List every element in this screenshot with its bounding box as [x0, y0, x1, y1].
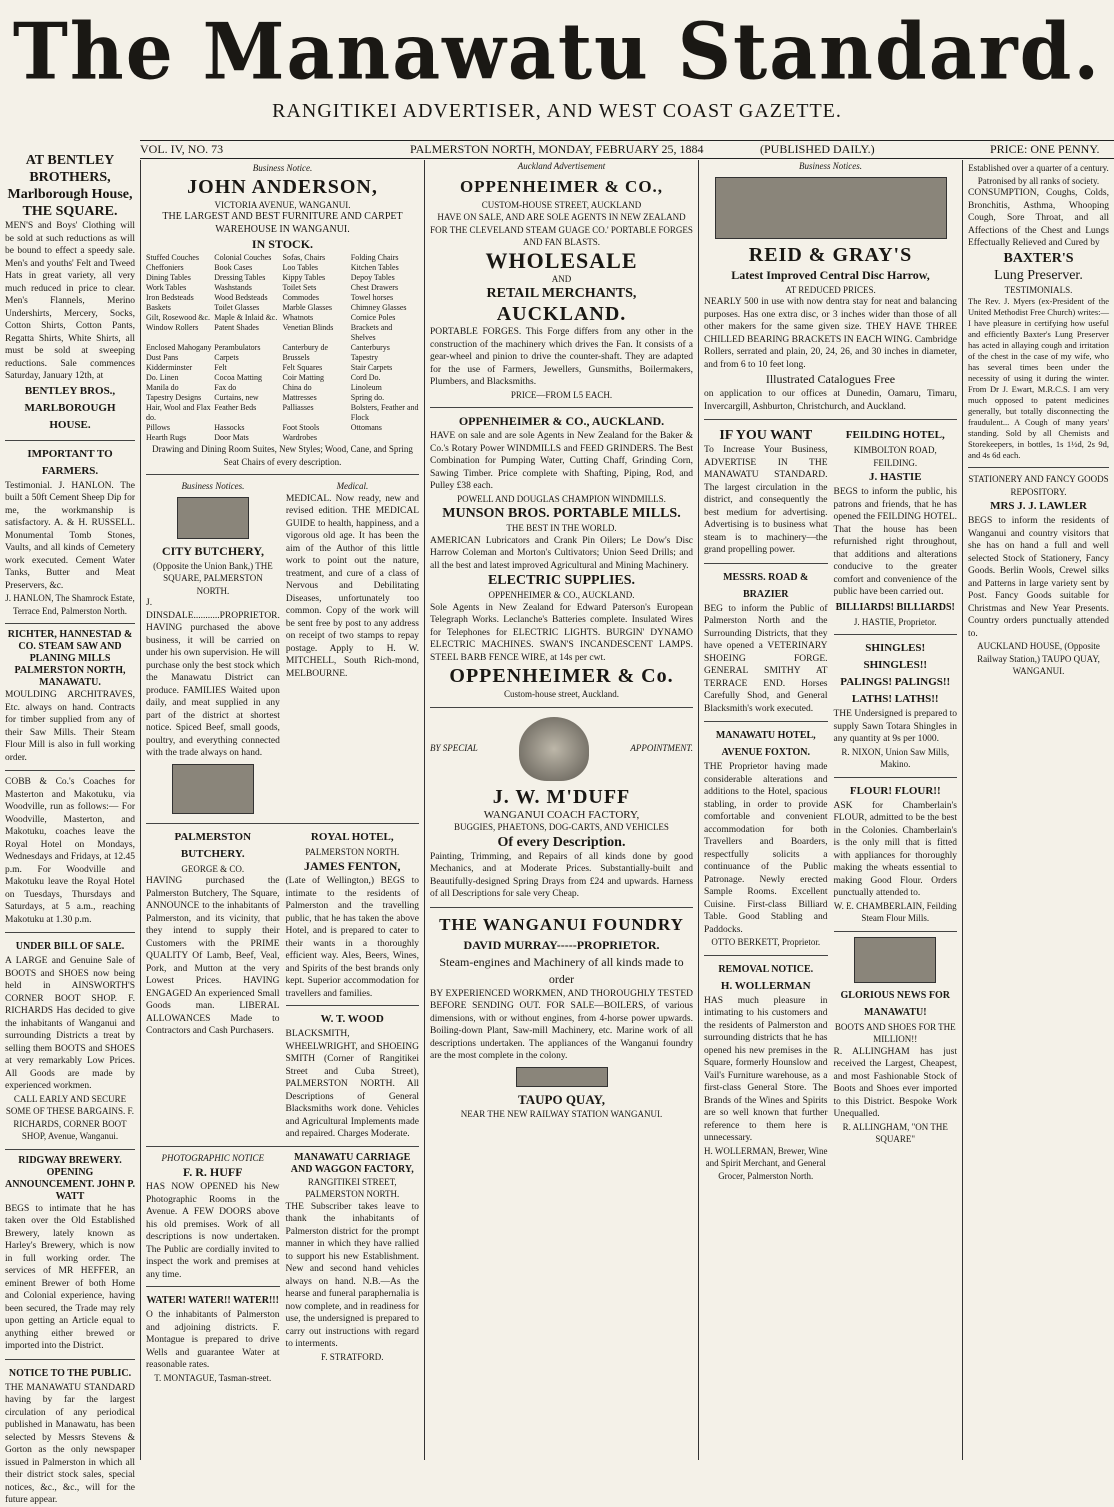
stock-item: Pillows [146, 423, 171, 432]
proprietor-name: MRS J. J. LAWLER [990, 500, 1087, 512]
testimonials-heading: TESTIMONIALS. [1004, 284, 1073, 295]
description-line: Of every Description. [497, 834, 626, 850]
stock-item: Kippy Tables [282, 273, 326, 282]
stock-item: Do. Linen [146, 373, 179, 382]
stock-item: Commodes [282, 293, 319, 302]
newspaper-subtitle: RANGITIKEI ADVERTISER, AND WEST COAST GAZETTE. [272, 100, 842, 122]
ad-body: A LARGE and Genuine Sale of BOOTS and SHOES now being held in AINSWORTH'S CORNER BOOT SHOP. F. RICHARDS Has decided to give the inhabitants of Wanganui and surrounding Districts a treat by selling them BOOTS and SHOES at very remarkably Low Prices. All Goods are made by experienced workmen. [5, 956, 135, 1091]
ad-heading: RICHTER, HANNESTAD & CO. STEAM SAW AND PLANING MILLS PALMERSTON NORTH, MANAWATU. [7, 629, 133, 688]
ad-baxters-lung-preserver [968, 162, 1109, 461]
ad-heading: GLORIOUS NEWS FOR MANAWATU! [840, 989, 950, 1018]
ad-footer: Drawing and Dining Room Suites, New Styles; Wood, Cane, and Spring Seat Chairs of every description. [152, 444, 413, 467]
ad-if-you-want [704, 427, 828, 557]
volume-number: VOL. IV, NO. 73 [140, 142, 224, 156]
ad-footer: on application to our offices at Dunedin, Oamaru, Timaru, Invercargill, Ashburton, Christchurch, and Auckland. [704, 389, 957, 412]
ad-body: Painting, Trimming, and Repairs of all kinds done by good Mechanics, and at Moderate Prices. Substantially-built and Beautifully-designed Spring Drays from £24 and upwards. Harness of all Descriptions for sale very Cheap. [430, 851, 693, 899]
ad-heading: SHINGLES! SHINGLES!! [863, 642, 928, 671]
stock-item: Cocoa Matting [214, 373, 263, 382]
stock-item: Work Tables [146, 283, 187, 292]
ad-subheading: THE BEST IN THE WORLD. [506, 523, 617, 533]
stock-item: Kidderminster [146, 363, 193, 372]
stock-item: Feather Beds [214, 403, 257, 412]
ad-body: (Late of Wellington,) BEGS to intimate to the residents of Palmerston and the travelling public, that he has taken the above Hotel, and is prepared to cater to their wants in a thoroughly efficient way. Ales, Beers, Wines, and Spirits of the best brands only kept. Superior accommodation for travellers and families. [285, 876, 419, 999]
ad-signature: BENTLEY BROS., MARLBOROUGH HOUSE. [24, 384, 116, 431]
ad-signature: J. HANLON, The Shamrock Estate, Terrace End, Palmerston North. [5, 593, 135, 616]
stock-item: Towel horses [350, 293, 394, 302]
ad-hanlon [5, 446, 135, 618]
ad-ridgway-brewery [5, 1155, 135, 1353]
section-label: Business Notices. [799, 161, 862, 171]
ad-body: R. ALLINGHAM has just received the Largest, Cheapest, and most Fashionable Stock of Boots and Shoes ever imported to this District. Bespoke Work Unequalled. [833, 1046, 957, 1119]
stock-item: Book Cases [214, 263, 253, 272]
ad-heading: OPPENHEIMER & CO., [459, 176, 664, 196]
ad-body: MEN'S and Boys' Clothing will be sold at such reductions as will be bound to effect a speedy sale. Men's and youths' Felt and Tweed Hats in great variety, all very much reduced in price to clear. Men's Flannels, Merino Undershirts, Mercery, Socks, Cotton Shirts, Cotton Pants, Regatta Shirts, White Shirts, all must be sold at sweeping reductions. Sale commences Saturday, January 12th, at [5, 221, 135, 381]
ad-heading: MANAWATU HOTEL, AVENUE FOXTON. [715, 730, 816, 758]
ad-body: HAS NOW OPENED his New Photographic Rooms in the Avenue. A FEW DOORS above his old premises. Work of all descriptions is now undertaken. The Public are cordially invited to inspect the work and premises at any time. [146, 1182, 280, 1280]
billiards-heading: BILLIARDS! BILLIARDS! [835, 601, 955, 613]
stock-item: Chimney Glasses [350, 303, 407, 312]
ad-body: Testimonial. J. HANLON. The built a 50ft Cement Sheep Dip for me, the workmanship is satisfactory. A. & H. RUSSELL. Monumental Tomb Stones, Vaults, and all kinds of Cemetery work executed. Cement Water Tanks, Butter and Meat Preservers, &c. [5, 480, 135, 591]
ad-subheading: BOOTS AND SHOES FOR THE MILLION!! [834, 1021, 956, 1044]
harrow-illustration [715, 177, 947, 239]
ad-heading: F. R. HUFF [182, 1165, 243, 1179]
stock-item: Canterbury de [282, 343, 329, 352]
stock-item: Perambulators [214, 343, 261, 352]
ad-body: HAS much pleasure in intimating to his customers and the residents of Palmerston and surrounding districts that he has opened his new premises in the Square, formerly Hounslow and Vail's Furniture warehouse, as a first-class General Store. The Brands of the Wines and Spirits are so well known that further reference to them here is unnecessary. [704, 995, 828, 1143]
ad-palmerston-butchery [146, 829, 280, 1141]
stock-item: Stuffed Couches [146, 253, 199, 262]
ad-subheading: GEORGE & CO. [181, 863, 245, 874]
stock-item: Bolsters, Feather and Flock [350, 403, 419, 422]
ad-oppenheimer-windmills [430, 413, 693, 701]
stock-item: Enclosed Mahogany [146, 343, 212, 352]
boot-illustration [854, 937, 936, 983]
stock-item: Brussels [282, 353, 310, 362]
ad-subheading: CUSTOM-HOUSE STREET, AUCKLAND [481, 199, 642, 210]
stock-item: Chest Drawers [350, 283, 399, 292]
ad-subheading: WANGANUI COACH FACTORY, [483, 808, 640, 821]
ad-heading: REID & GRAY'S [748, 243, 913, 266]
stock-item: Stair Carpets [350, 363, 393, 372]
stock-item: Felt Squares [282, 363, 323, 372]
ad-body: BEGS to inform the residents of Wanganui and country visitors that she has on hand a full and well selected Stock of Stationery, Fancy Goods. Berlin Wools, Crewel silks and Patterns in large variety sent by Post. Fancy Goods suitable for Christmas and New Year Presents. Country orders punctually attended to. [968, 516, 1109, 639]
stock-item: Door Mats [214, 433, 249, 442]
ad-heading: UNDER BILL OF SALE. [15, 941, 125, 952]
section-label: PHOTOGRAPHIC NOTICE [161, 1152, 265, 1163]
ad-tagline: THE LARGEST AND BEST FURNITURE AND CARPET WAREHOUSE IN WANGANUI. [162, 211, 403, 235]
section-label: Business Notice. [252, 163, 313, 173]
ad-city-butchery [146, 480, 280, 818]
ad-heading: NOTICE TO THE PUBLIC. [8, 1367, 132, 1379]
ad-price: PRICE—FROM L5 EACH. [510, 389, 613, 400]
stock-item: Kitchen Tables [350, 263, 399, 272]
stock-item: Curtains, new [214, 393, 259, 402]
ad-notice-public [5, 1365, 135, 1507]
ad-body: BEGS to intimate that he has taken over the Old Established Brewery, lately known as Harley's Brewery, which is now in full working order. The services of MR HEFFER, an eminent Brewer of both Home and Colonial experience, having been secured, the Trade may rely upon getting an Article equal to anything either brewed or imported into the District. [5, 1203, 135, 1351]
stock-item: Sofas, Chairs [282, 253, 326, 262]
ad-medical [286, 480, 419, 818]
column-1 [0, 150, 140, 1505]
stock-item: Hearth Rugs [146, 433, 187, 442]
ad-signature: OPPENHEIMER & Co. [449, 665, 674, 687]
ad-body: Sole Agents in New Zealand for Edward Paterson's European Telegraph Works. Leclanche's Batteries complete. Insulated Wires for Telephones for ELECTRIC LIGHTS. BURGIN' DYNAMO ELECTRIC MACHINES. SWAN'S INCANDESCENT LAMPS. STEEL BARB FENCE WIRE, at 14s per cwt. [430, 602, 693, 663]
ad-intro: HAVE ON SALE, AND ARE SOLE AGENTS IN NEW ZEALAND FOR THE CLEVELAND STEAM GUAGE CO.' PORTABLE FORGES AND FAN BLASTS. [430, 212, 693, 247]
ad-signature-address: NEAR THE NEW RAILWAY STATION WANGANUI. [460, 1108, 663, 1119]
ad-john-anderson [146, 162, 419, 468]
ad-heading: AT BENTLEY BROTHERS, Marlborough House, THE SQUARE. [7, 153, 133, 219]
ad-body: AMERICAN Lubricators and Crank Pin Oilers; Le Dow's Disc Harrow Coleman and Morton's Cultivators; Union Seed Drills; and all the best and latest improved Agricultural and Mining Machinery. [430, 535, 693, 571]
wholesale-heading: WHOLESALE [485, 247, 638, 273]
ad-body: CONSUMPTION, Coughs, Colds, Bronchitis, Asthma, Whooping Cough, Sore Throat, and all Affections of the Chest and Lungs Effectually Relieved and Cured by [968, 188, 1109, 248]
stock-item: Folding Chairs [350, 253, 399, 262]
ad-signature: OTTO BERKETT, Proprietor. [711, 937, 821, 947]
column-3 [425, 160, 698, 1460]
stock-item: Coir Matting [282, 373, 325, 382]
ad-signature: AUCKLAND HOUSE, (Opposite Railway Station,) TAUPO QUAY, WANGANUI. [977, 641, 1100, 676]
stock-item: Venetian Blinds [282, 323, 334, 332]
ad-heading: FLOUR! FLOUR!! [849, 784, 941, 797]
masthead [0, 0, 1114, 150]
stock-item: Carpets [214, 353, 239, 362]
ad-body: NEARLY 500 in use with now dentra stay for neat and balancing purposes. Has one extra disc, or 3 inches wider than those of all other makers for the same given size. THEY HAVE THREE CHILLED BEARING BRACKETS IN EACH WING. Cambridge Rollers, serrated and plain, 20, 24, 26, and 30 inches in diameter, and from 6 to 10 feet long. [704, 297, 957, 370]
ad-body: BY EXPERIENCED WORKMEN, AND THOROUGHLY TESTED BEFORE SENDING OUT. FOR SALE—BOILERS, of various dimensions, with or without engines, from 4-horse power upwards. Boiling-down Plant, Saw-mill Machinery, etc. Marine work of all descriptions undertaken. The appliances of the Wanganui foundry are the most complete in the colony. [430, 988, 693, 1061]
ad-cobb-coaches [5, 776, 135, 926]
stock-item: Gilt, Rosewood &c. [146, 313, 210, 322]
ad-mduff [430, 713, 693, 901]
stock-item: Whatnots [282, 313, 314, 322]
stock-item: China do [282, 383, 312, 392]
catalogue-heading: Illustrated Catalogues Free [765, 372, 896, 386]
column-5 [963, 160, 1114, 1460]
stock-item: Loo Tables [282, 263, 319, 272]
ad-signature: J. HASTIE, Proprietor. [853, 616, 937, 627]
and-word: AND [551, 273, 572, 284]
stock-item: Wood Bedsteads [214, 293, 268, 302]
ad-heading: IMPORTANT TO FARMERS. [27, 447, 113, 477]
right-subcolumn [834, 425, 958, 1188]
ad-subheading: KIMBOLTON ROAD, FEILDING. [853, 445, 937, 468]
ad-body: BLACKSMITH, WHEELWRIGHT, and SHOEING SMITH (Corner of Rangitikei Street and Cuba Street), PALMERSTON NORTH. All Descriptions of General Blacksmiths work done. Vehicles and Agricultural Implements made and repaired. Charges Moderate. [285, 1029, 419, 1139]
column-4 [699, 160, 962, 1460]
ad-heading: RIDGWAY BREWERY. OPENING ANNOUNCEMENT. JOHN P. WATT [5, 1154, 136, 1202]
stock-item: Hassocks [214, 423, 245, 432]
ad-body: BEG to inform the Public of Palmerston North and the Surrounding Districts, that they have opened a VETERINARY SHOEING FORGE. GENERAL SMITHY AT TERRACE END. Horses Carefully Shod, and General Blacksmith's work executed. [704, 603, 828, 714]
ad-signature: W. E. CHAMBERLAIN, Feilding Steam Flour Mills. [833, 900, 957, 923]
cow-illustration [177, 497, 249, 539]
stock-item: Iron Bedsteads [146, 293, 194, 302]
ad-signature: R. ALLINGHAM, "ON THE SQUARE" [842, 1121, 948, 1144]
ad-body: MOULDING ARCHITRAVES, Etc. always on hand. Contracts for timber supplied from any of their Saw Mills. Their Steam Flour Mill is also in full working order. [5, 690, 135, 763]
ad-signature: R. NIXON, Union Saw Mills, Makino. [841, 746, 950, 769]
ad-body: ASK for Chamberlain's FLOUR, admitted to be the best in the Colonies. Chamberlain's is the only mill that is fitted with appliances for thoroughly making the wheats essential to making Good Flour. Orders punctually attended to. [833, 800, 957, 898]
stock-item: Manila do [146, 383, 179, 392]
ad-subheading: PALMERSTON NORTH. [305, 846, 400, 857]
ad-body: To Increase Your Business, ADVERTISE IN THE MANAWATU STANDARD. The largest circulation in the district, and consequently the best medium for advertising. Advertising is to business what steam is to machinery—the grand propelling power. [704, 445, 828, 555]
ad-removal-notice [704, 961, 828, 1183]
stock-item: Patent Shades [214, 323, 259, 332]
ad-heading: PALMERSTON BUTCHERY. [174, 830, 252, 860]
newspaper-title: The Manawatu Standard. [12, 6, 1102, 98]
stock-item: Window Rollers [146, 323, 199, 332]
ad-stationery [968, 473, 1109, 678]
stock-item: Tapestry Designs [146, 393, 202, 402]
stock-item: Tapestry [350, 353, 379, 362]
ad-subheading: Lung Preserver. [994, 267, 1083, 283]
ad-body: THE MANAWATU STANDARD having by far the largest circulation of any periodical published in Manawatu, has been selected by Messrs Stevens & Gorton as the only newspaper issued in Palmerston in which all their district stock sales, special notices, &c., &c., will for the future appear. [5, 1382, 135, 1505]
bull-illustration [172, 764, 254, 814]
ad-heading: W. T. WOOD [320, 1013, 384, 1025]
ad-subheading: OPPENHEIMER & CO., AUCKLAND. [488, 590, 635, 600]
ad-flour [834, 783, 958, 925]
royal-crest-icon [519, 717, 589, 781]
ad-subheading: (Opposite the Union Bank,) THE SQUARE, PALMERSTON NORTH. [153, 560, 273, 596]
ad-shingles [834, 640, 958, 771]
ad-heading: MESSRS. ROAD & BRAZIER [723, 571, 809, 600]
ad-heading: WATER! WATER!! WATER!!! [146, 1295, 279, 1306]
stock-item: Cord Do. [350, 373, 381, 382]
stock-heading: IN STOCK. [251, 237, 314, 251]
proprietor-name: H. WOLLERMAN [720, 979, 811, 992]
publication-frequency: (PUBLISHED DAILY.) [760, 142, 875, 156]
ad-body: MEDICAL. Now ready, new and revised edition. THE MEDICAL GUIDE to health, happiness, and a vigorous old age. It has been the aim of the Author of this little work to point out the nature, treatment, and cure of a class of Nervous and Debilitating Diseases, unfortunately too common. Copy of the work will be sent free by post to any address on receipt of two stamps to repay postage. Apply to H. W. MITCHELL, South Rich-mond, MELBOURNE. [285, 493, 419, 679]
stock-list [146, 253, 419, 443]
ad-bentley-brothers [5, 152, 135, 434]
ad-huff-photographic [146, 1152, 280, 1385]
ad-oppenheimer [430, 175, 693, 402]
auckland-heading: AUCKLAND. [496, 303, 627, 325]
ad-carriage-factory [286, 1152, 420, 1385]
stock-item: Baskets [146, 303, 171, 312]
price: PRICE: ONE PENNY. [990, 142, 1100, 156]
ad-wanganui-foundry [430, 913, 693, 1121]
ad-signature-address: Custom-house street, Auckland. [504, 689, 619, 699]
ad-body: THE Undersigned is prepared to supply Sawn Totara Shingles in any quantity at 9s per 1000. [833, 709, 957, 744]
stock-item: Toilet Sets [282, 283, 317, 292]
masthead-rule-bottom [140, 158, 1114, 159]
stock-item: Linoleum [350, 383, 382, 392]
ad-reid-gray [704, 177, 957, 414]
retail-heading: RETAIL MERCHANTS, [486, 286, 637, 301]
ad-body: THE Subscriber takes leave to thank the inhabitants of Palmerston district for the prompt manner in which they have rallied to support his new Establishment. New and second hand vehicles always on hand. N.B.—As the hearse and funeral paraphernalia is now complete, and in readiness for use, the undersigned is prepared to carry out instructions with regard to interments. [285, 1201, 419, 1349]
ad-heading: ROYAL HOTEL, [310, 830, 394, 843]
stock-item: Depoy Tables [350, 273, 395, 282]
ad-royal-hotel [286, 829, 420, 1141]
ad-signature: F. STRATFORD. [320, 1351, 384, 1362]
stock-item: Felt [214, 363, 227, 372]
stock-item: Cheffoniers [146, 263, 184, 272]
ad-body: O the inhabitants of Palmerston and adjoining districts. F. Montague is prepared to drive Wells and guarantee Water at reasonable rates. [146, 1310, 280, 1370]
stock-item: Palliasses [282, 403, 314, 412]
steamship-illustration [516, 1067, 608, 1087]
stock-item: Marble Glasses [282, 303, 333, 312]
left-subcolumn [704, 425, 828, 1188]
stock-item: Washstands [214, 283, 252, 292]
stock-item: Brackets and Shelves [350, 323, 393, 342]
stock-item: Colonial Couches [214, 253, 272, 262]
ad-richards-boots [5, 938, 135, 1143]
ad-body: HAVING purchased the Palmerston Butchery, The Square, ANNOUNCE to the inhabitants of Palmerston, and its vicinity, that they intend to supply their Customers with the PRIME QUALITY Of Lamb, Beef, Veal, Pork, and Mutton at the very Lowest Prices. HAVING ENGAGED An experienced Small Goods man. LIBERAL ALLOWANCES Made to Contractors and Cash Purchasers. [146, 876, 280, 1036]
section-label: Business Notices. [181, 481, 245, 491]
masthead-rule-top [140, 140, 1114, 141]
ad-body: J. DINSDALE...........PROPRIETOR. HAVING purchased the above business, it will be carried on under his own supervision. He will purchase only the best stock which the Manawatu District can produce. FAMILIES Waited upon daily, and meat supplied in any part of the district at shortest notice. Spiced Beef, small goods, poultry, and everything connected with the trade always on hand. [146, 598, 280, 758]
ad-intro: Established over a quarter of a century. Patronised by all ranks of society. [968, 163, 1109, 186]
ad-subheading: Latest Improved Central Disc Harrow, [731, 267, 930, 282]
ad-body: PORTABLE FORGES. This Forge differs from any other in the construction of the machinery which drives the Fan. It consists of a gear-wheel and pinion to drive the counter-shaft. They are adapted for the use of Farmers, Jewellers, Gunsmiths, Boilermakers, Plumbers, and Blacksmiths. [430, 327, 693, 387]
ad-feilding-hotel [834, 427, 958, 628]
stock-item: Hair, Wool and Flax do. [146, 403, 211, 422]
tagline: Steam-engines and Machinery of all kinds made to order [439, 954, 684, 986]
stock-item: Spring do. [350, 393, 385, 402]
electric-heading: ELECTRIC SUPPLIES. [487, 573, 636, 588]
ad-subheading: PALINGS! PALINGS!! [840, 676, 951, 688]
ad-heading: J. W. M'DUFF [492, 785, 631, 808]
ad-heading: BAXTER'S [1003, 250, 1074, 266]
laths-heading: LATHS! LATHS!! [851, 693, 939, 705]
stock-item: Canterburys [350, 343, 390, 352]
ad-body: HAVE on sale and are sole Agents in New Zealand for the Baker & Co.'s Rotary Power WINDMILLS and FEED GRINDERS. The Best Combination for Pumping Water, Cutting Chaff, Grinding Corn, Sawing Timber. Price complete with Shafting, Piping, Rod, and Pulley £38 each. [430, 431, 693, 491]
ad-signature: T. MONTAGUE, Tasman-street. [154, 1372, 272, 1383]
ad-heading: MANAWATU CARRIAGE AND WAGGON FACTORY, [290, 1151, 414, 1175]
stock-item: Cornice Poles [350, 313, 396, 322]
stock-item: Dining Tables [146, 273, 191, 282]
ad-heading: IF YOU WANT [719, 428, 813, 443]
appointment-label: APPOINTMENT. [630, 743, 693, 754]
section-label: Medical. [336, 481, 369, 491]
ad-heading: FEILDING HOTEL, [845, 429, 945, 441]
stock-item: Dressing Tables [214, 273, 266, 282]
column-2 [141, 160, 424, 1460]
ad-subheading: POWELL AND DOUGLAS CHAMPION WINDMILLS. [457, 493, 666, 504]
ad-heading: OPPENHEIMER & CO., AUCKLAND. [458, 414, 665, 428]
ad-subheading: VICTORIA AVENUE, WANGANUI. [214, 199, 351, 210]
ad-tagline: AT REDUCED PRICES. [785, 284, 876, 295]
ad-signature: CALL EARLY AND SECURE SOME OF THESE BARGAINS. F. RICHARDS, CORNER BOOT SHOP, Avenue, Wanganui. [5, 1093, 135, 1141]
stock-item: Foot Stools [282, 423, 320, 432]
ad-body: THE Proprietor having made considerable alterations and additions to the Hotel, spacious stabling, in order to provide comfortable and convenient accommodation for both Travellers and Boarders, respectfully solicits a continuance of the Public Patronage. Newly erected Sample Rooms. Excellent Cuisine. First-class Billiard Table. Good Stabling and Paddocks. [704, 762, 828, 935]
munson-heading: MUNSON BROS. PORTABLE MILLS. [442, 506, 681, 521]
stock-item: Fax do [214, 383, 237, 392]
ad-body: BEGS to inform the public, his patrons and friends, that he has opened the FEILDING HOTEL. That the house has been refurnished right throughout, that additions and alterations conducive to the greater comfort and convenience of the public have been carried out. [833, 487, 957, 597]
ad-body: COBB & Co.'s Coaches for Masterton and Makotuku, via Woodville, run as follows:— For Woodville, Masterton, and Makotuku, coaches leave the Royal Hotel on Mondays, Wednesdays and Fridays, at 12.45 p.m. For Woodville and Makotuku leave the Royal Hotel on Tuesdays, Thursdays and Saturdays, at 5 a.m., reaching Makotuku at 1.30 p.m. [5, 777, 135, 925]
stock-item: Wardrobes [282, 433, 317, 442]
stock-item: Dust Pans [146, 353, 179, 362]
proprietor-line: DAVID MURRAY-----PROPRIETOR. [463, 937, 660, 952]
special-label: BY SPECIAL [430, 743, 478, 754]
stock-item: Maple & Inlaid &c. [214, 313, 278, 322]
ad-glorious-news [834, 937, 958, 1146]
ad-heading: STATIONERY AND FANCY GOODS REPOSITORY. [968, 474, 1109, 497]
ad-road-brazier [704, 569, 828, 716]
ad-heading: CITY BUTCHERY, [161, 543, 264, 558]
ad-manawatu-hotel [704, 727, 828, 949]
section-label: Auckland Advertisement [517, 161, 606, 171]
stock-item: Toilet Glasses [214, 303, 260, 312]
vehicles-line: BUGGIES, PHAETONS, DOG-CARTS, AND VEHICLES [454, 822, 669, 832]
stock-item: Mattresses [282, 393, 317, 402]
proprietor-name: J. HASTIE [868, 471, 922, 483]
ad-signature: TAUPO QUAY, [518, 1091, 605, 1107]
testimonials-body: The Rev. J. Myers (ex-President of the United Methodist Free Church) writes:— I have pleasure in certifying how useful and efficiently Baxter's Lung Preserver has acted in allaying cough and irritation of the chest in the case of my wife, who has several times been under the necessity of using it during the winter. From Dr J. Ewart, M.R.C.S. I am very much opposed to patent medicines generally, but totally disconnecting the fraudulent... A Cough of many years' standing. Sold by all Chemists and Storekeepers, in bottles, 1s 1½d, 2s 9d, and 4s 6d each. [968, 296, 1109, 460]
proprietor-name: JAMES FENTON, [304, 859, 401, 873]
ad-subheading: RANGITIKEI STREET, PALMERSTON NORTH. [305, 1176, 400, 1199]
issue-date: PALMERSTON NORTH, MONDAY, FEBRUARY 25, 1884 [410, 142, 704, 156]
ad-heading: THE WANGANUI FOUNDRY [439, 914, 684, 934]
ad-richter-mills [5, 629, 135, 764]
ad-heading: REMOVAL NOTICE. [718, 963, 814, 975]
ad-signature: H. WOLLERMAN, Brewer, Wine and Spirit Merchant, and General Grocer, Palmerston North. [704, 1145, 828, 1181]
ad-heading: JOHN ANDERSON, [187, 175, 378, 198]
stock-item: Ottomans [350, 423, 382, 432]
